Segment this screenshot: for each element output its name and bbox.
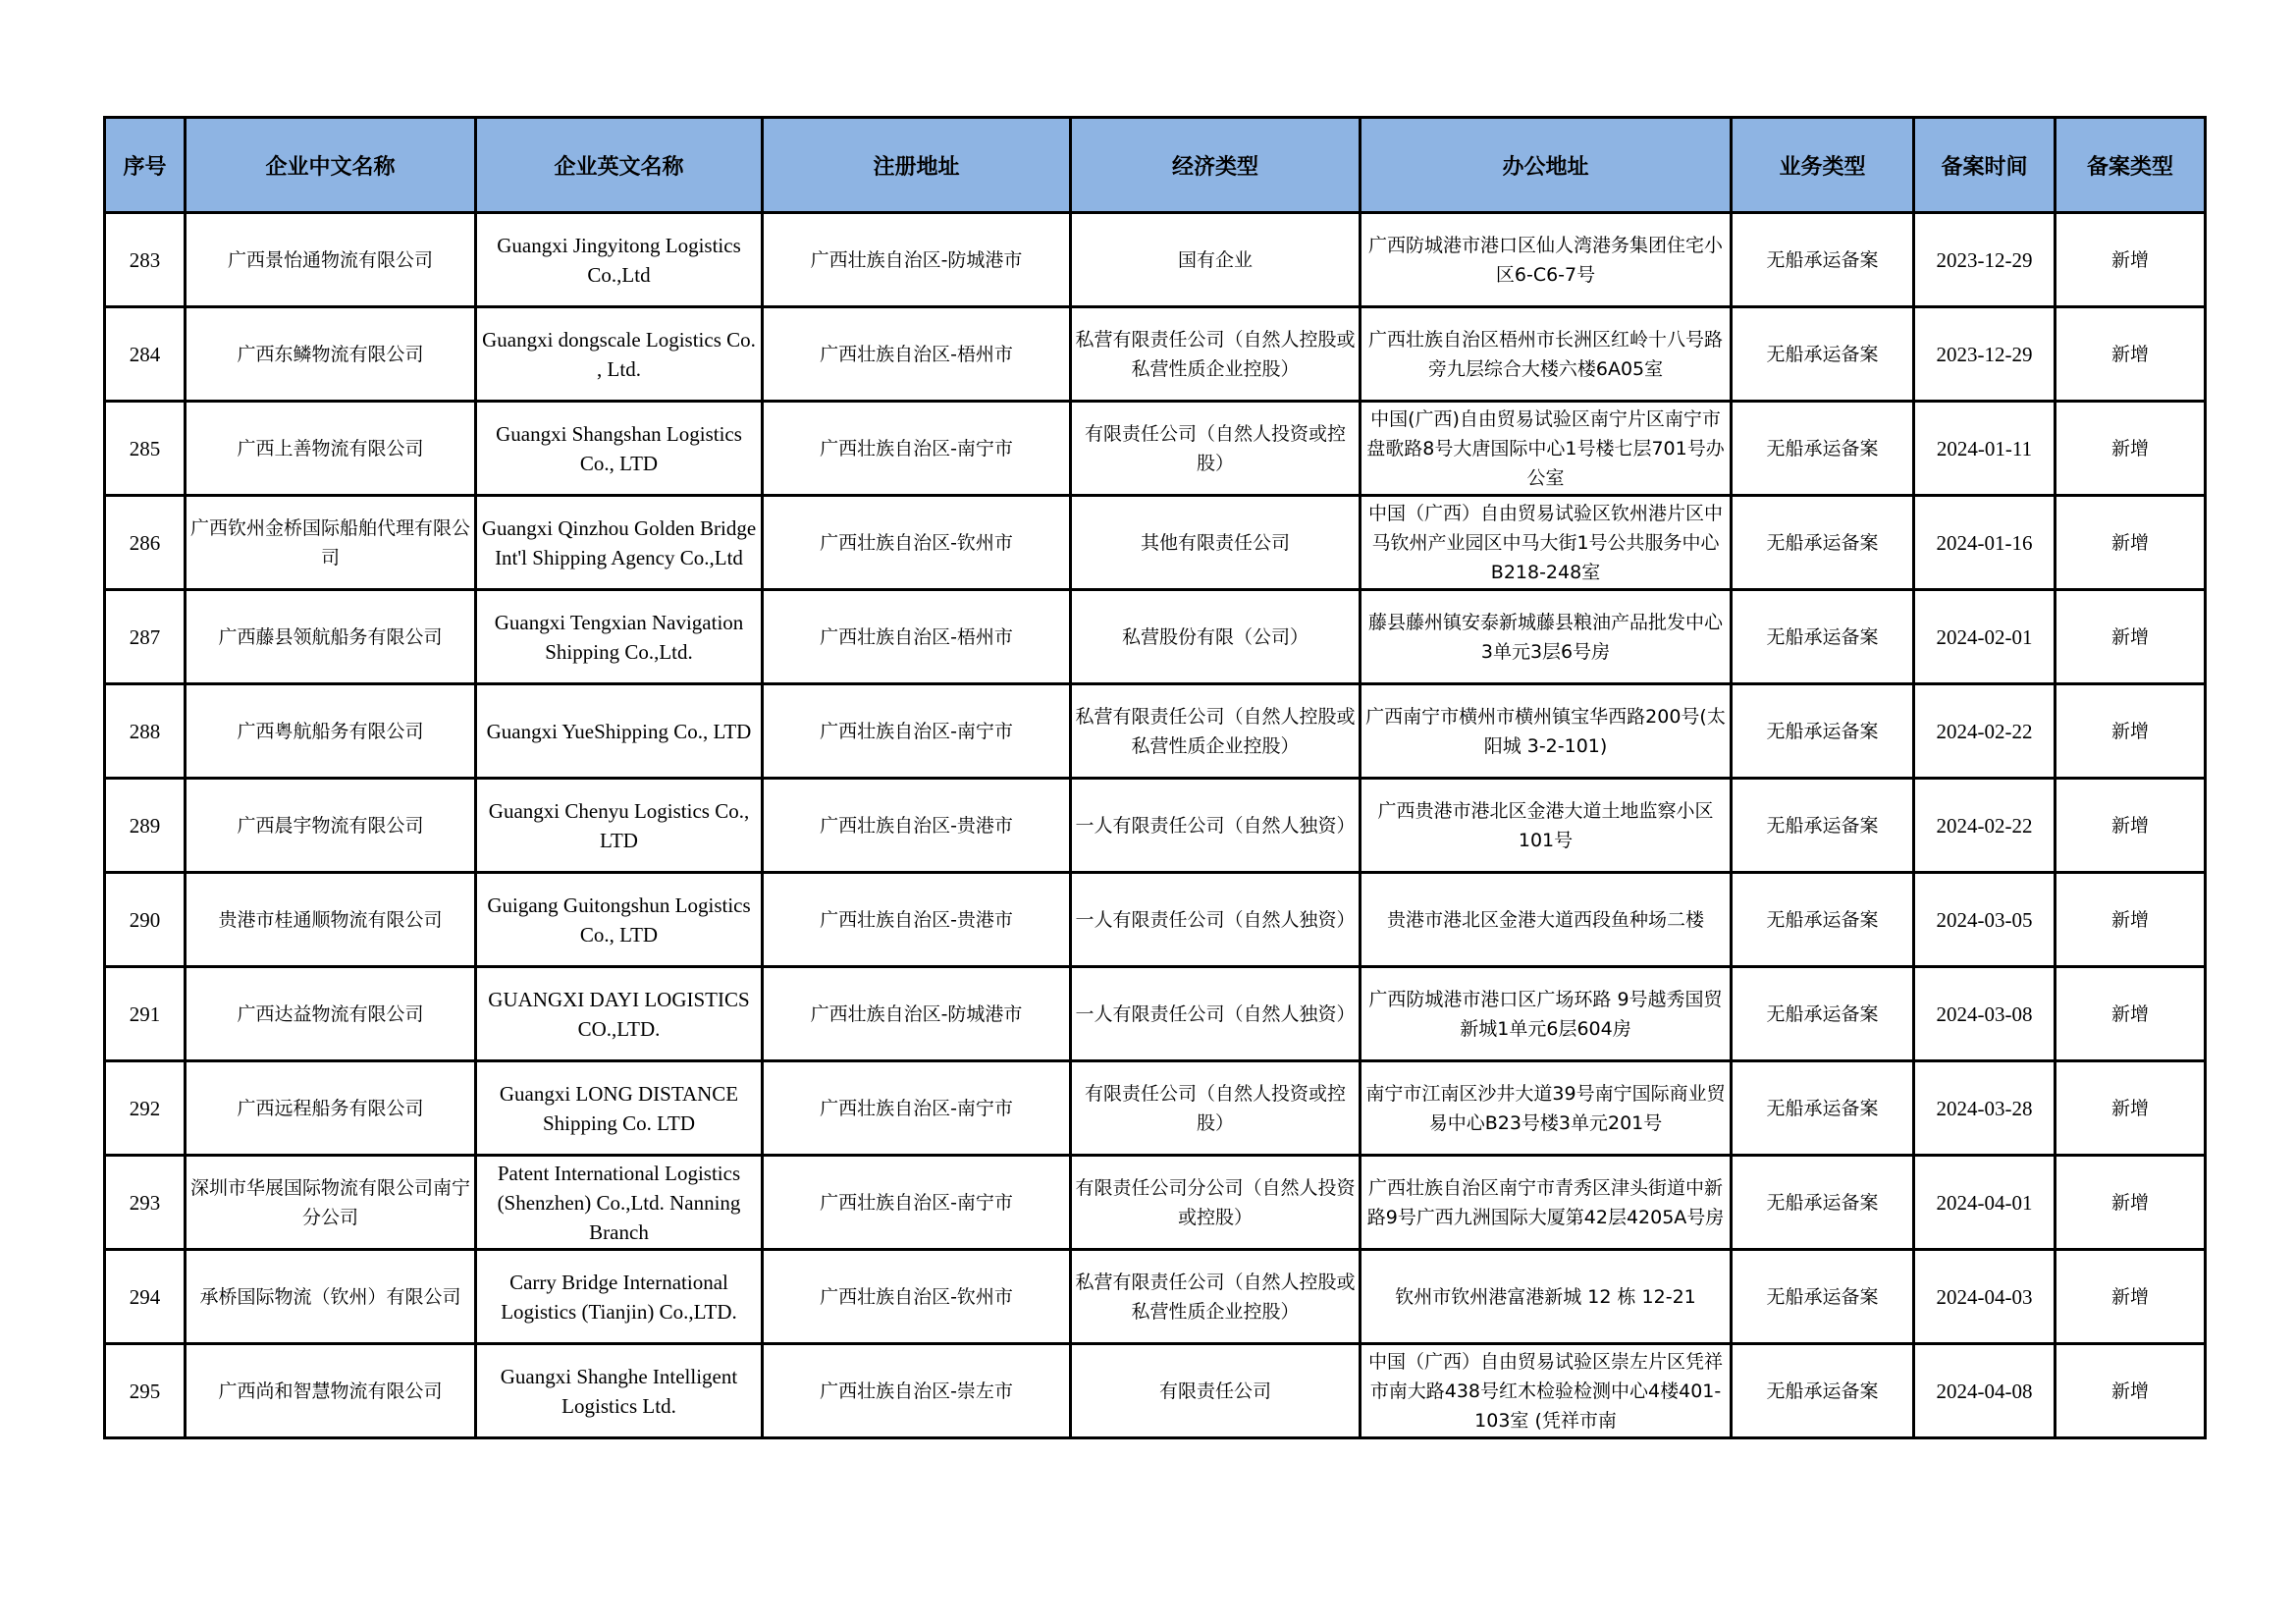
chinese-name-text: 广西晨宇物流有限公司 [237, 814, 424, 837]
english-name-text: Carry Bridge International Logistics (Tianjin) Co.,LTD. [501, 1270, 737, 1324]
cell-english-name [476, 1156, 763, 1250]
serial-no-text: 295 [129, 1379, 161, 1403]
cell-filing-type [2056, 1344, 2206, 1438]
economic-type-text: 私营有限责任公司（自然人控股或私营性质企业控股） [1075, 1271, 1356, 1323]
cell-filing-type [2056, 213, 2206, 307]
english-name-text: Guangxi Shanghe Intelligent Logistics Ltd. [500, 1364, 738, 1418]
english-name-text: Guigang Guitongshun Logistics Co., LTD [487, 893, 751, 947]
filing-date-text: 2024-03-28 [1936, 1096, 2033, 1120]
cell-chinese-name [186, 1250, 476, 1344]
table-row [105, 684, 2206, 779]
cell-filing-date [1914, 402, 2056, 496]
english-name-text: Guangxi Jingyitong Logistics Co.,Ltd [497, 233, 741, 287]
cell-office-address [1361, 779, 1732, 873]
business-type-text: 无船承运备案 [1766, 908, 1879, 931]
registered-address-text: 广西壮族自治区-防城港市 [810, 248, 1023, 271]
filing-date-text: 2023-12-29 [1936, 342, 2033, 366]
cell-business-type [1732, 1344, 1914, 1438]
cell-economic-type [1071, 1250, 1361, 1344]
table-row [105, 779, 2206, 873]
economic-type-text: 有限责任公司分公司（自然人投资或控股） [1075, 1176, 1356, 1228]
office-address-text: 广西贵港市港北区金港大道土地监察小区101号 [1377, 799, 1714, 851]
table-row [105, 1156, 2206, 1250]
office-address-text: 广西防城港市港口区广场环路 9号越秀国贸新城1单元6层604房 [1368, 988, 1723, 1040]
cell-filing-type [2056, 307, 2206, 402]
registered-address-text: 广西壮族自治区-贵港市 [820, 908, 1013, 931]
cell-chinese-name [186, 1156, 476, 1250]
cell-business-type [1732, 402, 1914, 496]
cell-economic-type [1071, 779, 1361, 873]
filing-type-text: 新增 [2110, 248, 2149, 271]
business-type-text: 无船承运备案 [1766, 1380, 1879, 1402]
chinese-name-text: 承桥国际物流（钦州）有限公司 [199, 1285, 461, 1308]
cell-economic-type [1071, 873, 1361, 967]
registered-address-text: 广西壮族自治区-南宁市 [820, 437, 1013, 460]
cell-english-name [476, 1061, 763, 1156]
cell-filing-date [1914, 684, 2056, 779]
office-address-text: 中国（广西）自由贸易试验区崇左片区凭祥市南大路438号红木检验检测中心4楼401-103室 (凭祥市南 [1367, 1350, 1723, 1432]
cell-filing-date [1914, 967, 2056, 1061]
filing-type-text: 新增 [2110, 1097, 2149, 1119]
cell-filing-type [2056, 496, 2206, 590]
cell-chinese-name [186, 873, 476, 967]
registered-address-text: 广西壮族自治区-崇左市 [820, 1380, 1013, 1402]
cell-business-type [1732, 1061, 1914, 1156]
filing-date-text: 2024-04-03 [1936, 1284, 2033, 1309]
header-row [105, 118, 2206, 213]
cell-registered-address [763, 873, 1071, 967]
table-row [105, 873, 2206, 967]
economic-type-text: 一人有限责任公司（自然人独资） [1075, 1002, 1356, 1025]
economic-type-text: 国有企业 [1177, 248, 1253, 271]
table-row [105, 967, 2206, 1061]
cell-serial-no [105, 402, 186, 496]
cell-registered-address [763, 1156, 1071, 1250]
registered-address-text: 广西壮族自治区-南宁市 [820, 720, 1013, 742]
cell-english-name [476, 213, 763, 307]
cell-business-type [1732, 590, 1914, 684]
registered-address-text: 广西壮族自治区-防城港市 [810, 1002, 1023, 1025]
cell-filing-type [2056, 590, 2206, 684]
header-business-type: 业务类型 [1732, 118, 1914, 213]
cell-english-name [476, 496, 763, 590]
table-row [105, 307, 2206, 402]
cell-english-name [476, 967, 763, 1061]
cell-office-address [1361, 1344, 1732, 1438]
cell-english-name [476, 684, 763, 779]
table-row [105, 496, 2206, 590]
cell-filing-type [2056, 1156, 2206, 1250]
economic-type-text: 有限责任公司 [1158, 1380, 1271, 1402]
cell-chinese-name [186, 684, 476, 779]
chinese-name-text: 广西达益物流有限公司 [237, 1002, 424, 1025]
cell-office-address [1361, 213, 1732, 307]
cell-filing-type [2056, 402, 2206, 496]
cell-english-name [476, 307, 763, 402]
cell-chinese-name [186, 779, 476, 873]
filing-date-text: 2024-04-08 [1936, 1379, 2033, 1403]
english-name-text: Guangxi LONG DISTANCE Shipping Co. LTD [499, 1081, 739, 1135]
economic-type-text: 其他有限责任公司 [1140, 531, 1290, 554]
serial-no-text: 292 [129, 1096, 161, 1120]
english-name-text: Patent International Logistics (Shenzhen) Co.,Ltd. Nanning Branch [497, 1161, 741, 1244]
cell-filing-date [1914, 307, 2056, 402]
office-address-text: 南宁市江南区沙井大道39号南宁国际商业贸易中心B23号楼3单元201号 [1365, 1082, 1726, 1134]
filing-table [103, 116, 2207, 1439]
english-name-text: Guangxi Tengxian Navigation Shipping Co.,Ltd. [494, 610, 744, 664]
filing-type-text: 新增 [2110, 1002, 2149, 1025]
economic-type-text: 私营有限责任公司（自然人控股或私营性质企业控股） [1075, 705, 1356, 757]
economic-type-text: 有限责任公司（自然人投资或控股） [1084, 1082, 1346, 1134]
cell-filing-date [1914, 873, 2056, 967]
cell-english-name [476, 873, 763, 967]
cell-economic-type [1071, 496, 1361, 590]
cell-serial-no [105, 873, 186, 967]
cell-serial-no [105, 1250, 186, 1344]
cell-chinese-name [186, 213, 476, 307]
chinese-name-text: 广西藤县领航船务有限公司 [218, 625, 443, 648]
cell-filing-date [1914, 496, 2056, 590]
filing-date-text: 2024-03-08 [1936, 1001, 2033, 1026]
registered-address-text: 广西壮族自治区-钦州市 [820, 531, 1013, 554]
english-name-text: Guangxi YueShipping Co., LTD [486, 719, 752, 743]
cell-filing-date [1914, 779, 2056, 873]
header-filing-date: 备案时间 [1914, 118, 2056, 213]
economic-type-text: 一人有限责任公司（自然人独资） [1075, 908, 1356, 931]
cell-economic-type [1071, 1061, 1361, 1156]
header-economic-type: 经济类型 [1071, 118, 1361, 213]
header-serial-no: 序号 [105, 118, 186, 213]
filing-type-text: 新增 [2110, 814, 2149, 837]
cell-registered-address [763, 496, 1071, 590]
cell-business-type [1732, 307, 1914, 402]
cell-chinese-name [186, 1344, 476, 1438]
registered-address-text: 广西壮族自治区-梧州市 [820, 625, 1013, 648]
serial-no-text: 286 [129, 530, 161, 555]
filing-type-text: 新增 [2110, 531, 2149, 554]
business-type-text: 无船承运备案 [1766, 437, 1879, 460]
cell-chinese-name [186, 402, 476, 496]
chinese-name-text: 广西远程船务有限公司 [237, 1097, 424, 1119]
chinese-name-text: 广西东鳞物流有限公司 [237, 343, 424, 365]
economic-type-text: 私营股份有限（公司） [1121, 625, 1308, 648]
cell-chinese-name [186, 590, 476, 684]
chinese-name-text: 广西粤航船务有限公司 [237, 720, 424, 742]
cell-business-type [1732, 967, 1914, 1061]
filing-type-text: 新增 [2110, 437, 2149, 460]
english-name-text: Guangxi Qinzhou Golden Bridge Int'l Shipping Agency Co.,Ltd [481, 515, 757, 569]
cell-economic-type [1071, 1344, 1361, 1438]
filing-type-text: 新增 [2110, 625, 2149, 648]
serial-no-text: 290 [129, 907, 161, 932]
economic-type-text: 有限责任公司（自然人投资或控股） [1084, 422, 1346, 474]
cell-chinese-name [186, 496, 476, 590]
chinese-name-text: 广西尚和智慧物流有限公司 [218, 1380, 443, 1402]
cell-english-name [476, 779, 763, 873]
chinese-name-text: 广西钦州金桥国际船舶代理有限公司 [189, 516, 470, 568]
office-address-text: 广西壮族自治区南宁市青秀区津头街道中新路9号广西九洲国际大厦第42层4205A号房 [1366, 1176, 1725, 1228]
cell-registered-address [763, 590, 1071, 684]
cell-filing-type [2056, 1250, 2206, 1344]
cell-filing-date [1914, 1061, 2056, 1156]
cell-business-type [1732, 779, 1914, 873]
chinese-name-text: 贵港市桂通顺物流有限公司 [218, 908, 443, 931]
serial-no-text: 285 [129, 436, 161, 460]
business-type-text: 无船承运备案 [1766, 814, 1879, 837]
office-address-text: 广西防城港市港口区仙人湾港务集团住宅小区6-C6-7号 [1367, 234, 1723, 286]
business-type-text: 无船承运备案 [1766, 1002, 1879, 1025]
header-filing-type: 备案类型 [2056, 118, 2206, 213]
cell-office-address [1361, 496, 1732, 590]
cell-registered-address [763, 1061, 1071, 1156]
filing-date-text: 2024-03-05 [1936, 907, 2033, 932]
filing-type-text: 新增 [2110, 1380, 2149, 1402]
cell-english-name [476, 402, 763, 496]
cell-serial-no [105, 1156, 186, 1250]
filing-date-text: 2024-04-01 [1936, 1190, 2033, 1215]
cell-registered-address [763, 1250, 1071, 1344]
business-type-text: 无船承运备案 [1766, 625, 1879, 648]
cell-serial-no [105, 590, 186, 684]
business-type-text: 无船承运备案 [1766, 343, 1879, 365]
serial-no-text: 284 [129, 342, 161, 366]
header-office-address: 办公地址 [1361, 118, 1732, 213]
table-row [105, 1061, 2206, 1156]
registered-address-text: 广西壮族自治区-钦州市 [820, 1285, 1013, 1308]
cell-filing-type [2056, 684, 2206, 779]
cell-filing-type [2056, 1061, 2206, 1156]
cell-chinese-name [186, 967, 476, 1061]
cell-filing-date [1914, 590, 2056, 684]
cell-business-type [1732, 1156, 1914, 1250]
serial-no-text: 283 [129, 247, 161, 272]
cell-registered-address [763, 684, 1071, 779]
cell-business-type [1732, 496, 1914, 590]
business-type-text: 无船承运备案 [1766, 720, 1879, 742]
chinese-name-text: 深圳市华展国际物流有限公司南宁分公司 [189, 1176, 470, 1228]
cell-registered-address [763, 307, 1071, 402]
registered-address-text: 广西壮族自治区-贵港市 [820, 814, 1013, 837]
cell-economic-type [1071, 967, 1361, 1061]
serial-no-text: 293 [129, 1190, 161, 1215]
cell-economic-type [1071, 684, 1361, 779]
table-row [105, 590, 2206, 684]
table-body [105, 213, 2206, 1438]
serial-no-text: 287 [129, 624, 161, 649]
cell-filing-type [2056, 779, 2206, 873]
cell-chinese-name [186, 1061, 476, 1156]
office-address-text: 广西南宁市横州市横州镇宝华西路200号(太阳城 3-2-101) [1365, 705, 1726, 757]
filing-type-text: 新增 [2110, 908, 2149, 931]
cell-economic-type [1071, 590, 1361, 684]
registered-address-text: 广西壮族自治区-南宁市 [820, 1191, 1013, 1214]
english-name-text: Guangxi Shangshan Logistics Co., LTD [496, 421, 742, 475]
cell-serial-no [105, 779, 186, 873]
cell-business-type [1732, 873, 1914, 967]
filing-type-text: 新增 [2110, 343, 2149, 365]
office-address-text: 中国（广西）自由贸易试验区钦州港片区中马钦州产业园区中马大街1号公共服务中心B218-248室 [1367, 502, 1723, 583]
filing-date-text: 2023-12-29 [1936, 247, 2033, 272]
business-type-text: 无船承运备案 [1766, 1191, 1879, 1214]
serial-no-text: 288 [129, 719, 161, 743]
cell-filing-type [2056, 873, 2206, 967]
english-name-text: GUANGXI DAYI LOGISTICS CO.,LTD. [488, 987, 750, 1041]
chinese-name-text: 广西景怡通物流有限公司 [227, 248, 433, 271]
serial-no-text: 289 [129, 813, 161, 838]
filing-type-text: 新增 [2110, 1191, 2149, 1214]
cell-serial-no [105, 1061, 186, 1156]
filing-date-text: 2024-01-11 [1936, 436, 2033, 460]
filing-date-text: 2024-02-22 [1936, 719, 2033, 743]
cell-serial-no [105, 967, 186, 1061]
cell-office-address [1361, 1061, 1732, 1156]
chinese-name-text: 广西上善物流有限公司 [237, 437, 424, 460]
cell-serial-no [105, 307, 186, 402]
cell-filing-date [1914, 1344, 2056, 1438]
cell-economic-type [1071, 307, 1361, 402]
cell-office-address [1361, 967, 1732, 1061]
cell-english-name [476, 1250, 763, 1344]
english-name-text: Guangxi Chenyu Logistics Co., LTD [488, 798, 750, 852]
cell-filing-date [1914, 213, 2056, 307]
cell-economic-type [1071, 1156, 1361, 1250]
economic-type-text: 私营有限责任公司（自然人控股或私营性质企业控股） [1075, 328, 1356, 380]
cell-registered-address [763, 967, 1071, 1061]
cell-office-address [1361, 1156, 1732, 1250]
cell-english-name [476, 590, 763, 684]
cell-registered-address [763, 1344, 1071, 1438]
cell-serial-no [105, 1344, 186, 1438]
cell-english-name [476, 1344, 763, 1438]
business-type-text: 无船承运备案 [1766, 1097, 1879, 1119]
filing-date-text: 2024-02-22 [1936, 813, 2033, 838]
cell-office-address [1361, 402, 1732, 496]
filing-date-text: 2024-01-16 [1936, 530, 2033, 555]
table-row [105, 402, 2206, 496]
registered-address-text: 广西壮族自治区-南宁市 [820, 1097, 1013, 1119]
cell-economic-type [1071, 402, 1361, 496]
office-address-text: 中国(广西)自由贸易试验区南宁片区南宁市盘歌路8号大唐国际中心1号楼七层701号办公室 [1366, 407, 1725, 489]
cell-registered-address [763, 779, 1071, 873]
cell-filing-type [2056, 967, 2206, 1061]
cell-business-type [1732, 213, 1914, 307]
table-row [105, 213, 2206, 307]
office-address-text: 贵港市港北区金港大道西段鱼种场二楼 [1386, 908, 1704, 931]
cell-office-address [1361, 307, 1732, 402]
office-address-text: 广西壮族自治区梧州市长洲区红岭十八号路旁九层综合大楼六楼6A05室 [1367, 328, 1723, 380]
office-address-text: 藤县藤州镇安泰新城藤县粮油产品批发中心3单元3层6号房 [1367, 611, 1723, 663]
filing-date-text: 2024-02-01 [1936, 624, 2033, 649]
filing-type-text: 新增 [2110, 1285, 2149, 1308]
cell-serial-no [105, 684, 186, 779]
cell-registered-address [763, 402, 1071, 496]
english-name-text: Guangxi dongscale Logistics Co. , Ltd. [482, 327, 756, 381]
cell-office-address [1361, 873, 1732, 967]
header-chinese-name: 企业中文名称 [186, 118, 476, 213]
business-type-text: 无船承运备案 [1766, 248, 1879, 271]
cell-serial-no [105, 213, 186, 307]
header-english-name: 企业英文名称 [476, 118, 763, 213]
cell-registered-address [763, 213, 1071, 307]
cell-business-type [1732, 684, 1914, 779]
cell-office-address [1361, 684, 1732, 779]
cell-filing-date [1914, 1156, 2056, 1250]
cell-office-address [1361, 590, 1732, 684]
header-registered-address: 注册地址 [763, 118, 1071, 213]
business-type-text: 无船承运备案 [1766, 531, 1879, 554]
cell-chinese-name [186, 307, 476, 402]
serial-no-text: 294 [129, 1284, 161, 1309]
cell-serial-no [105, 496, 186, 590]
table-row [105, 1250, 2206, 1344]
filing-type-text: 新增 [2110, 720, 2149, 742]
economic-type-text: 一人有限责任公司（自然人独资） [1075, 814, 1356, 837]
cell-office-address [1361, 1250, 1732, 1344]
cell-economic-type [1071, 213, 1361, 307]
cell-filing-date [1914, 1250, 2056, 1344]
business-type-text: 无船承运备案 [1766, 1285, 1879, 1308]
cell-business-type [1732, 1250, 1914, 1344]
table-row [105, 1344, 2206, 1438]
office-address-text: 钦州市钦州港富港新城 12 栋 12-21 [1395, 1285, 1696, 1308]
registered-address-text: 广西壮族自治区-梧州市 [820, 343, 1013, 365]
serial-no-text: 291 [129, 1001, 161, 1026]
